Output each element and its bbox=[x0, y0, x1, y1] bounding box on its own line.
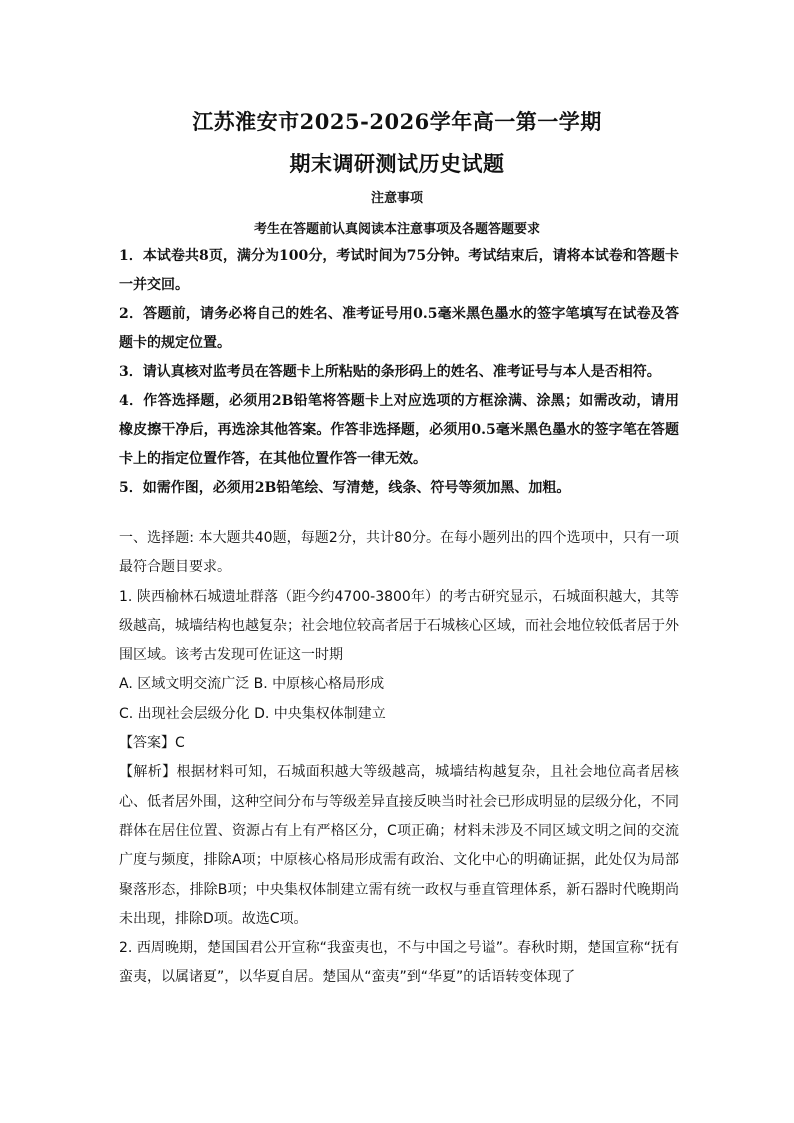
question-1-answer: 【答案】C bbox=[119, 735, 185, 752]
exam-title: 江苏淮安市2025-2026学年高一第一学期 bbox=[192, 109, 602, 134]
section-intro: 一、选择题: 本大题共40题，每题2分，共计80分。在每小题列出的四个选项中，只有一项最符合题目要求。 bbox=[119, 530, 679, 576]
notice-subheading: 考生在答题前认真阅读本注意事项及各题答题要求 bbox=[253, 222, 540, 237]
question-1-analysis: 【解析】根据材料可知，石城面积越大等级越高，城墙结构越复杂，且社会地位高者居核心、低者居外围，这种空间分布与等级差异直接反映当时社会已形成明显的层级分化，不同群体在居住位置、资源占有上有严格区分，C项正确；材料未涉及不同区域文明之间的交流广度与频度，排除A项；中原核心格局形成需有政治、文化中心的明确证据，此处仅为局部聚落形态，排除B项；中央集权体制建立需有统一政权与垂直管理体系，新石器时代晚期尚未出现，排除D项。故选C项。 bbox=[119, 764, 679, 927]
notice-item: 1．本试卷共8页，满分为100分，考试时间为75分钟。考试结束后，请将本试卷和答题卡一并交回。 bbox=[119, 248, 679, 293]
question-1-options-cd: C. 出现社会层级分化 D. 中央集权体制建立 bbox=[119, 705, 386, 722]
exam-subtitle: 期末调研测试历史试题 bbox=[289, 151, 505, 176]
question-section bbox=[119, 524, 679, 993]
notice-item: 5．如需作图，必须用2B铅笔绘、写清楚，线条、符号等须加黑、加粗。 bbox=[119, 480, 571, 496]
notice-item: 4．作答选择题，必须用2B铅笔将答题卡上对应选项的方框涂满、涂黑；如需改动，请用橡皮擦干净后，再选涂其他答案。作答非选择题，必须用0.5毫米黑色墨水的签字笔在答题卡上的指定位置作答，在其他位置作答一律无效。 bbox=[119, 393, 679, 467]
question-1-stem: 1. 陕西榆林石城遗址群落（距今约4700-3800年）的考古研究显示，石城面积越大，其等级越高，城墙结构也越复杂；社会地位较高者居于石城核心区域，而社会地位较低者居于外围区域。该考古发现可佐证这一时期 bbox=[119, 588, 679, 664]
notice-item: 3．请认真核对监考员在答题卡上所粘贴的条形码上的姓名、准考证号与本人是否相符。 bbox=[119, 364, 661, 380]
question-1-options-ab: A. 区域文明交流广泛 B. 中原核心格局形成 bbox=[119, 676, 385, 693]
notice-list bbox=[119, 242, 679, 503]
question-2-stem: 2. 西周晚期，楚国国君公开宣称“我蛮夷也，不与中国之号谥”。春秋时期，楚国宣称“抚有蛮夷，以属诸夏”，以华夏自居。楚国从“蛮夷”到“华夏”的话语转变体现了 bbox=[119, 940, 679, 986]
notice-heading: 注意事项 bbox=[370, 191, 423, 206]
notice-item: 2．答题前，请务必将自己的姓名、准考证号用0.5毫米黑色墨水的签字笔填写在试卷及答题卡的规定位置。 bbox=[119, 306, 679, 351]
